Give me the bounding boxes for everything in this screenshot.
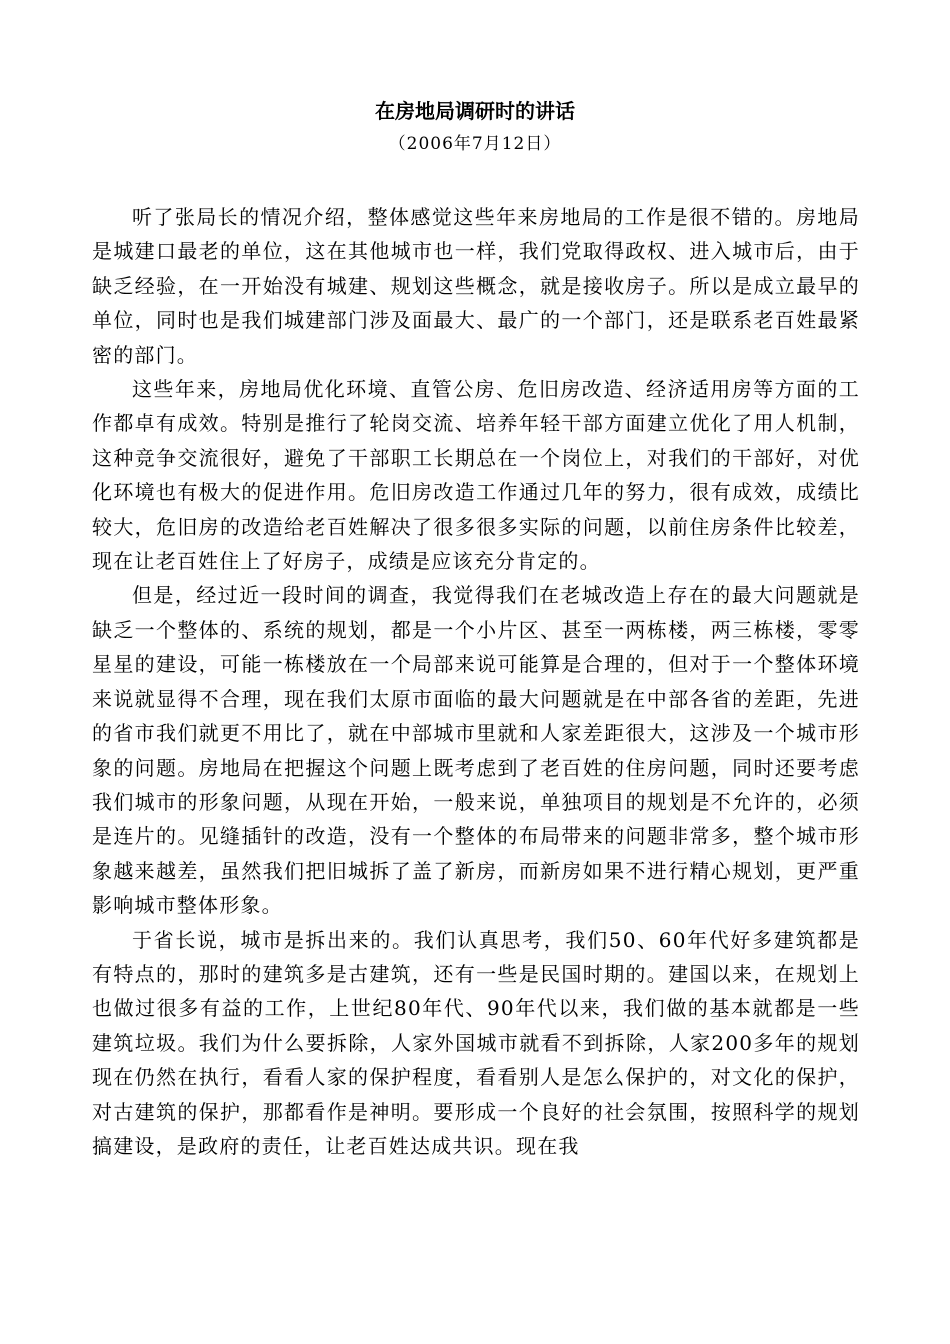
document-date: （2006年7月12日） [388, 134, 562, 154]
paragraph: 这些年来，房地局优化环境、直管公房、危旧房改造、经济适用房等方面的工作都卓有成效。特别是推行了轮岗交流、培养年轻干部方面建立优化了用人机制，这种竞争交流很好，避免了干部职工长期总在一个岗位上，对我们的干部好，对优化环境也有极大的促进作用。危旧房改造工作通过几年的努力，很有成效，成绩比较大，危旧房的改造给老百姓解决了很多很多实际的问题，以前住房条件比较差，现在让老百姓住上了好房子，成绩是应该充分肯定的。 [92, 377, 860, 574]
paragraph: 听了张局长的情况介绍，整体感觉这些年来房地局的工作是很不错的。房地局是城建口最老的单位，这在其他城市也一样，我们党取得政权、进入城市后，由于缺乏经验，在一开始没有城建、规划这些概念，就是接收房子。所以是成立最早的单位，同时也是我们城建部门涉及面最大、最广的一个部门，还是联系老百姓最紧密的部门。 [92, 205, 860, 367]
document-body [92, 200, 860, 1163]
paragraph: 但是，经过近一段时间的调查，我觉得我们在老城改造上存在的最大问题就是缺乏一个整体的、系统的规划，都是一个小片区、甚至一两栋楼，两三栋楼，零零星星的建设，可能一栋楼放在一个局部来说可能算是合理的，但对于一个整体环境来说就显得不合理，现在我们太原市面临的最大问题就是在中部各省的差距，先进的省市我们就更不用比了，就在中部城市里就和人家差距很大，这涉及一个城市形象的问题。房地局在把握这个问题上既考虑到了老百姓的住房问题，同时还要考虑我们城市的形象问题，从现在开始，一般来说，单独项目的规划是不允许的，必须是连片的。见缝插针的改造，没有一个整体的布局带来的问题非常多，整个城市形象越来越差，虽然我们把旧城拆了盖了新房，而新房如果不进行精心规划，更严重影响城市整体形象。 [92, 583, 860, 918]
paragraph: 于省长说，城市是拆出来的。我们认真思考，我们50、60年代好多建筑都是有特点的，那时的建筑多是古建筑，还有一些是民国时期的。建国以来，在规划上也做过很多有益的工作，上世纪80年代、90年代以来，我们做的基本就都是一些建筑垃圾。我们为什么要拆除，人家外国城市就看不到拆除，人家200多年的规划现在仍然在执行，看看人家的保护程度，看看别人是怎么保护的，对文化的保护，对古建筑的保护，那都看作是神明。要形成一个良好的社会氛围，按照科学的规划搞建设，是政府的责任，让老百姓达成共识。现在我 [92, 927, 860, 1158]
document-title: 在房地局调研时的讲话 [375, 99, 575, 123]
